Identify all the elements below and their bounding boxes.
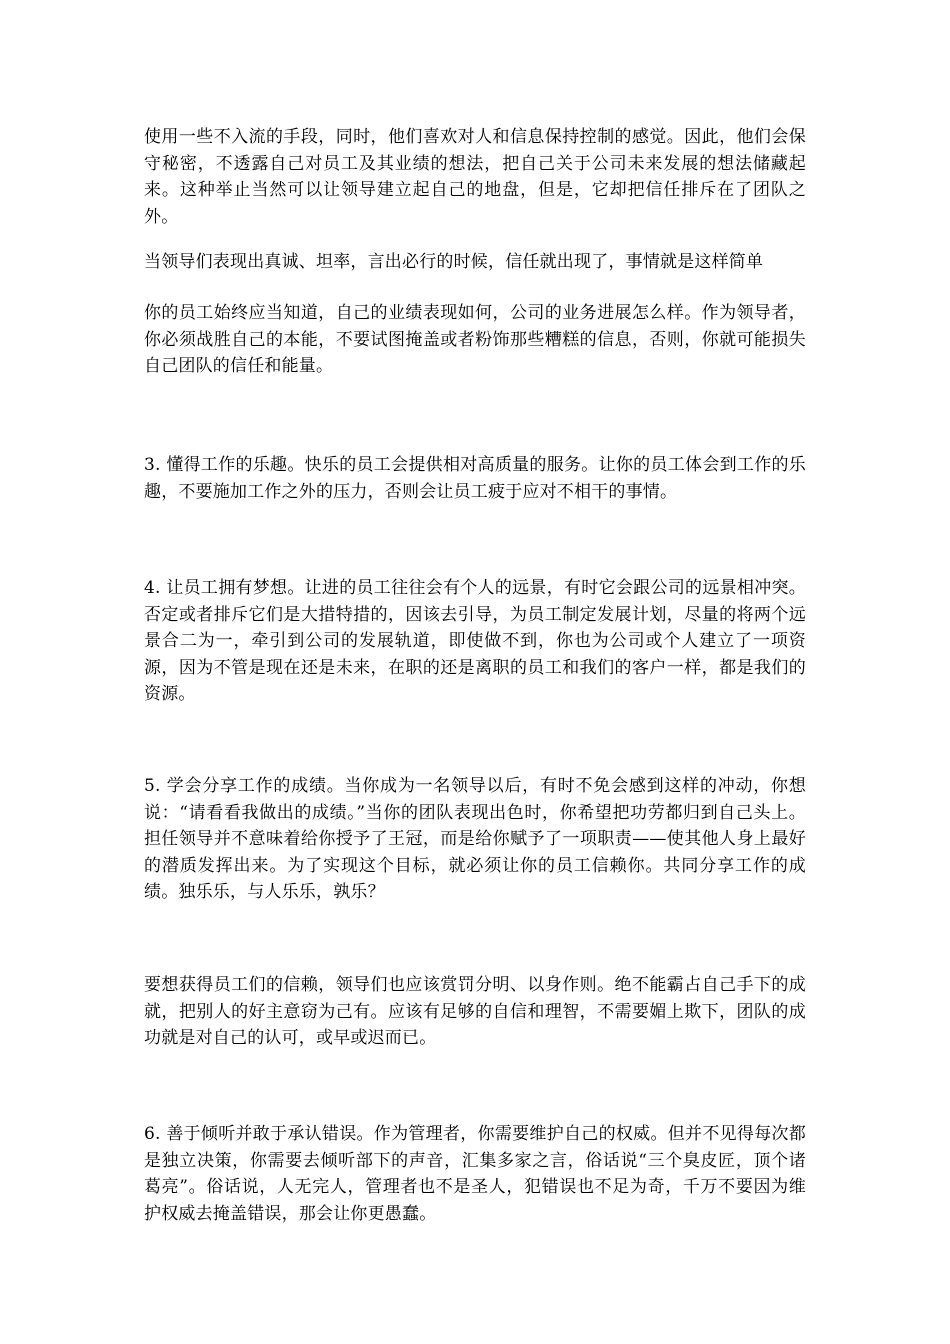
paragraph-point-6: 6. 善于倾听并敢于承认错误。作为管理者，你需要维护自己的权威。但并不见得每次都是独立决策，你需要去倾听部下的声音，汇集多家之言，俗话说“三个臭皮匠，顶个诸葛亮”。俗话说，人无完人，管理者也不是圣人，犯错误也不足为奇，千万不要因为维护权威去掩盖错误，那会让你更愚蠢。 <box>144 1124 806 1224</box>
paragraph-2: 当领导们表现出真诚、坦率，言出必行的时候，信任就出现了，事情就是这样简单 <box>144 252 764 272</box>
paragraph-3: 你的员工始终应当知道，自己的业绩表现如何，公司的业务进展怎么样。作为领导者，你必须战胜自己的本能，不要试图掩盖或者粉饰那些糟糕的信息，否则，你就可能损失自己团队的信任和能量。 <box>144 303 806 376</box>
paragraph-point-3: 3. 懂得工作的乐趣。快乐的员工会提供相对高质量的服务。让你的员工体会到工作的乐趣，不要施加工作之外的压力，否则会让员工疲于应对不相干的事情。 <box>144 455 806 502</box>
paragraph-7: 要想获得员工们的信赖，领导们也应该赏罚分明、以身作则。绝不能霸占自己手下的成就，把别人的好主意窃为己有。应该有足够的自信和理智，不需要媚上欺下，团队的成功就是对自己的认可，或早或迟而已。 <box>144 975 806 1048</box>
paragraph-1: 使用一些不入流的手段，同时，他们喜欢对人和信息保持控制的感觉。因此，他们会保守秘密，不透露自己对员工及其业绩的想法，把自己关于公司未来发展的想法储藏起来。这种举止当然可以让领导建立起自己的地盘，但是，它却把信任排斥在了团队之外。 <box>144 127 806 227</box>
paragraph-point-5: 5. 学会分享工作的成绩。当你成为一名领导以后，有时不免会感到这样的冲动，你想说：“请看看我做出的成绩。”当你的团队表现出色时，你希望把功劳都归到自己头上。担任领导并不意味着给你授予了王冠，而是给你赋予了一项职责——使其他人身上最好的潜质发挥出来。为了实现这个目标，就必须让你的员工信赖你。共同分享工作的成绩。独乐乐，与人乐乐，孰乐？ <box>144 776 806 902</box>
paragraph-point-4: 4. 让员工拥有梦想。让进的员工往往会有个人的远景，有时它会跟公司的远景相冲突。否定或者排斥它们是大措特措的，因该去引导，为员工制定发展计划，尽量的将两个远景合二为一，牵引到公司的发展轨道，即使做不到，你也为公司或个人建立了一项资源，因为不管是现在还是未来，在职的还是离职的员工和我们的客户一样，都是我们的资源。 <box>144 578 806 704</box>
